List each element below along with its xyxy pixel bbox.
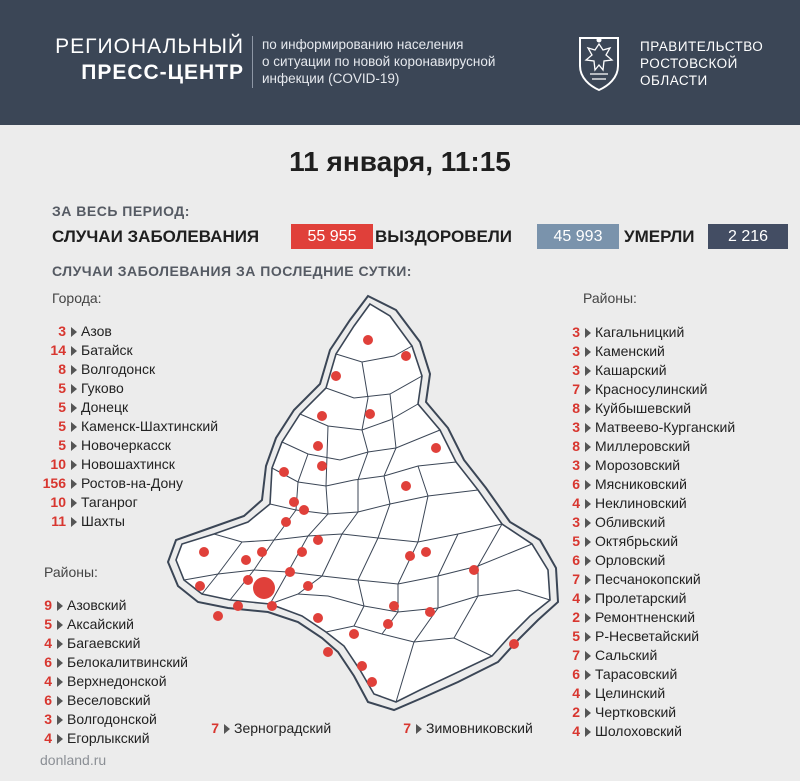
district-name: Каменский <box>595 343 665 359</box>
case-count: 5 <box>58 437 66 453</box>
case-count: 5 <box>58 418 66 434</box>
case-count: 4 <box>44 635 52 651</box>
case-count: 3 <box>572 343 580 359</box>
district-name: Ремонтненский <box>595 609 696 625</box>
map-marker <box>267 601 277 611</box>
map-marker <box>195 581 205 591</box>
district-name: Зерноградский <box>234 720 332 736</box>
cities-heading: Города: <box>52 290 102 306</box>
map-marker <box>213 611 223 621</box>
district-name: Красносулинский <box>595 381 708 397</box>
map-marker <box>363 335 373 345</box>
case-count: 3 <box>572 514 580 530</box>
district-name: Песчанокопский <box>595 571 701 587</box>
arrow-right-icon <box>71 498 77 508</box>
district-name: Азов <box>81 323 112 339</box>
case-count: 14 <box>50 342 66 358</box>
case-count: 8 <box>572 400 580 416</box>
deaths-label: УМЕРЛИ <box>624 227 695 246</box>
arrow-right-icon <box>71 365 77 375</box>
right-districts-heading: Районы: <box>583 290 637 306</box>
map-marker <box>367 677 377 687</box>
footer-site: donland.ru <box>40 752 107 768</box>
gov-line-1: ПРАВИТЕЛЬСТВО <box>640 39 764 54</box>
left-districts-heading: Районы: <box>44 564 98 580</box>
map-marker <box>323 647 333 657</box>
map-marker <box>279 467 289 477</box>
region-shape <box>176 304 550 702</box>
district-name: Мясниковский <box>595 476 687 492</box>
deaths-value-badge: 2 216 <box>708 224 788 249</box>
case-count: 6 <box>44 692 52 708</box>
case-count: 8 <box>58 361 66 377</box>
district-name: Каменск-Шахтинский <box>81 418 219 434</box>
arrow-right-icon <box>71 384 77 394</box>
district-name: Пролетарский <box>595 590 687 606</box>
arrow-right-icon <box>71 460 77 470</box>
cases-value-badge: 55 955 <box>291 224 373 249</box>
rostov-coat-of-arms-icon <box>576 32 622 92</box>
arrow-right-icon <box>71 327 77 337</box>
map-marker <box>199 547 209 557</box>
map-marker <box>383 619 393 629</box>
subtitle-line-1: по информированию населения <box>262 37 464 52</box>
map-marker <box>401 351 411 361</box>
map-marker <box>303 581 313 591</box>
case-count: 10 <box>50 494 66 510</box>
district-name: Октябрьский <box>595 533 679 549</box>
arrow-right-icon <box>71 403 77 413</box>
map-marker <box>313 441 323 451</box>
case-count: 3 <box>572 419 580 435</box>
case-count: 4 <box>572 495 580 511</box>
district-name: Батайск <box>81 342 133 358</box>
map-marker <box>349 629 359 639</box>
district-name: Миллеровский <box>595 438 691 454</box>
daily-label: СЛУЧАИ ЗАБОЛЕВАНИЯ ЗА ПОСЛЕДНИЕ СУТКИ: <box>52 263 412 279</box>
arrow-right-icon <box>71 517 77 527</box>
case-count: 2 <box>572 704 580 720</box>
case-count: 2 <box>572 609 580 625</box>
district-name: Багаевский <box>67 635 141 651</box>
subtitle-line-2: о ситуации по новой коронавирусной <box>262 54 496 69</box>
case-count: 7 <box>572 647 580 663</box>
district-name: Егорлыкский <box>67 730 150 746</box>
district-name: Кагальницкий <box>595 324 685 340</box>
district-name: Сальский <box>595 647 658 663</box>
map-marker <box>313 613 323 623</box>
header-subtitle <box>262 36 542 87</box>
map-marker <box>365 409 375 419</box>
case-count: 4 <box>44 730 52 746</box>
map-marker <box>421 547 431 557</box>
district-name: Новочеркасск <box>81 437 171 453</box>
cases-label: СЛУЧАИ ЗАБОЛЕВАНИЯ <box>52 227 260 246</box>
case-count: 7 <box>572 571 580 587</box>
map-marker <box>299 505 309 515</box>
map-marker <box>389 601 399 611</box>
press-center-title <box>44 34 244 86</box>
district-name: Куйбышевский <box>595 400 692 416</box>
case-count: 3 <box>572 457 580 473</box>
case-count: 3 <box>58 323 66 339</box>
case-count: 4 <box>572 590 580 606</box>
gov-line-2: РОСТОВСКОЙ <box>640 56 738 71</box>
title-line-1: РЕГИОНАЛЬНЫЙ <box>55 35 244 58</box>
map-marker <box>357 661 367 671</box>
map-marker <box>233 601 243 611</box>
arrow-right-icon <box>71 479 77 489</box>
report-date: 11 января, 11:15 <box>289 146 511 177</box>
gov-line-3: ОБЛАСТИ <box>640 73 708 88</box>
case-count: 7 <box>403 720 411 736</box>
arrow-right-icon <box>57 715 63 725</box>
arrow-right-icon <box>57 734 63 744</box>
district-name: Шолоховский <box>595 723 682 739</box>
map-marker <box>285 567 295 577</box>
period-label: ЗА ВЕСЬ ПЕРИОД: <box>52 203 190 219</box>
case-count: 3 <box>44 711 52 727</box>
case-count: 9 <box>44 597 52 613</box>
district-name: Матвеево-Курганский <box>595 419 736 435</box>
case-count: 8 <box>572 438 580 454</box>
district-name: Веселовский <box>67 692 151 708</box>
arrow-right-icon <box>71 346 77 356</box>
arrow-right-icon <box>57 639 63 649</box>
rostov-region-map <box>158 290 594 740</box>
map-marker <box>241 555 251 565</box>
district-name: Таганрог <box>81 494 138 510</box>
case-count: 5 <box>58 399 66 415</box>
government-name <box>640 38 763 89</box>
header-divider <box>252 36 253 88</box>
district-name: Верхнедонской <box>67 673 167 689</box>
map-marker <box>257 547 267 557</box>
case-count: 5 <box>58 380 66 396</box>
case-count: 5 <box>44 616 52 632</box>
map-marker <box>469 565 479 575</box>
case-count: 5 <box>572 533 580 549</box>
map-marker <box>297 547 307 557</box>
map-marker <box>317 411 327 421</box>
district-name: Белокалитвинский <box>67 654 188 670</box>
case-count: 11 <box>51 513 66 529</box>
map-marker <box>509 639 519 649</box>
district-name: Гуково <box>81 380 124 396</box>
map-marker <box>281 517 291 527</box>
case-count: 4 <box>572 685 580 701</box>
district-name: Кашарский <box>595 362 667 378</box>
case-count: 7 <box>572 381 580 397</box>
map-marker <box>317 461 327 471</box>
case-count: 5 <box>572 628 580 644</box>
map-marker <box>425 607 435 617</box>
district-name: Шахты <box>81 513 125 529</box>
district-name: Тарасовский <box>595 666 678 682</box>
case-count: 6 <box>572 476 580 492</box>
map-marker <box>431 443 441 453</box>
case-count: 7 <box>211 720 219 736</box>
district-name: Р-Несветайский <box>595 628 700 644</box>
district-name: Ростов-на-Дону <box>81 475 183 491</box>
arrow-right-icon <box>57 658 63 668</box>
arrow-right-icon <box>57 620 63 630</box>
title-line-2: ПРЕСС-ЦЕНТР <box>81 61 244 84</box>
case-count: 4 <box>44 673 52 689</box>
district-name: Донецк <box>81 399 129 415</box>
district-name: Зимовниковский <box>426 720 533 736</box>
arrow-right-icon <box>57 601 63 611</box>
case-count: 3 <box>572 324 580 340</box>
district-name: Волгодонск <box>81 361 156 377</box>
district-name: Волгодонской <box>67 711 157 727</box>
map-marker <box>331 371 341 381</box>
arrow-right-icon <box>57 677 63 687</box>
recovered-value-badge: 45 993 <box>537 224 619 249</box>
subtitle-line-3: инфекции (COVID-19) <box>262 71 400 86</box>
district-name: Чертковский <box>595 704 677 720</box>
district-name: Целинский <box>595 685 666 701</box>
arrow-right-icon <box>71 441 77 451</box>
district-name: Орловский <box>595 552 666 568</box>
map-marker <box>243 575 253 585</box>
district-name: Обливский <box>595 514 666 530</box>
district-name: Морозовский <box>595 457 681 473</box>
case-count: 6 <box>572 552 580 568</box>
case-count: 156 <box>42 475 66 491</box>
case-count: 10 <box>50 456 66 472</box>
case-count: 6 <box>44 654 52 670</box>
map-marker <box>289 497 299 507</box>
map-marker <box>405 551 415 561</box>
case-count: 3 <box>572 362 580 378</box>
case-count: 6 <box>572 666 580 682</box>
map-marker <box>313 535 323 545</box>
map-marker <box>401 481 411 491</box>
arrow-right-icon <box>71 422 77 432</box>
arrow-right-icon <box>57 696 63 706</box>
recovered-label: ВЫЗДОРОВЕЛИ <box>375 227 513 246</box>
map-marker-large <box>253 577 275 599</box>
district-name: Азовский <box>67 597 127 613</box>
case-count: 4 <box>572 723 580 739</box>
district-name: Аксайский <box>67 616 134 632</box>
header-banner <box>0 0 800 125</box>
district-name: Новошахтинск <box>81 456 175 472</box>
district-name: Неклиновский <box>595 495 687 511</box>
